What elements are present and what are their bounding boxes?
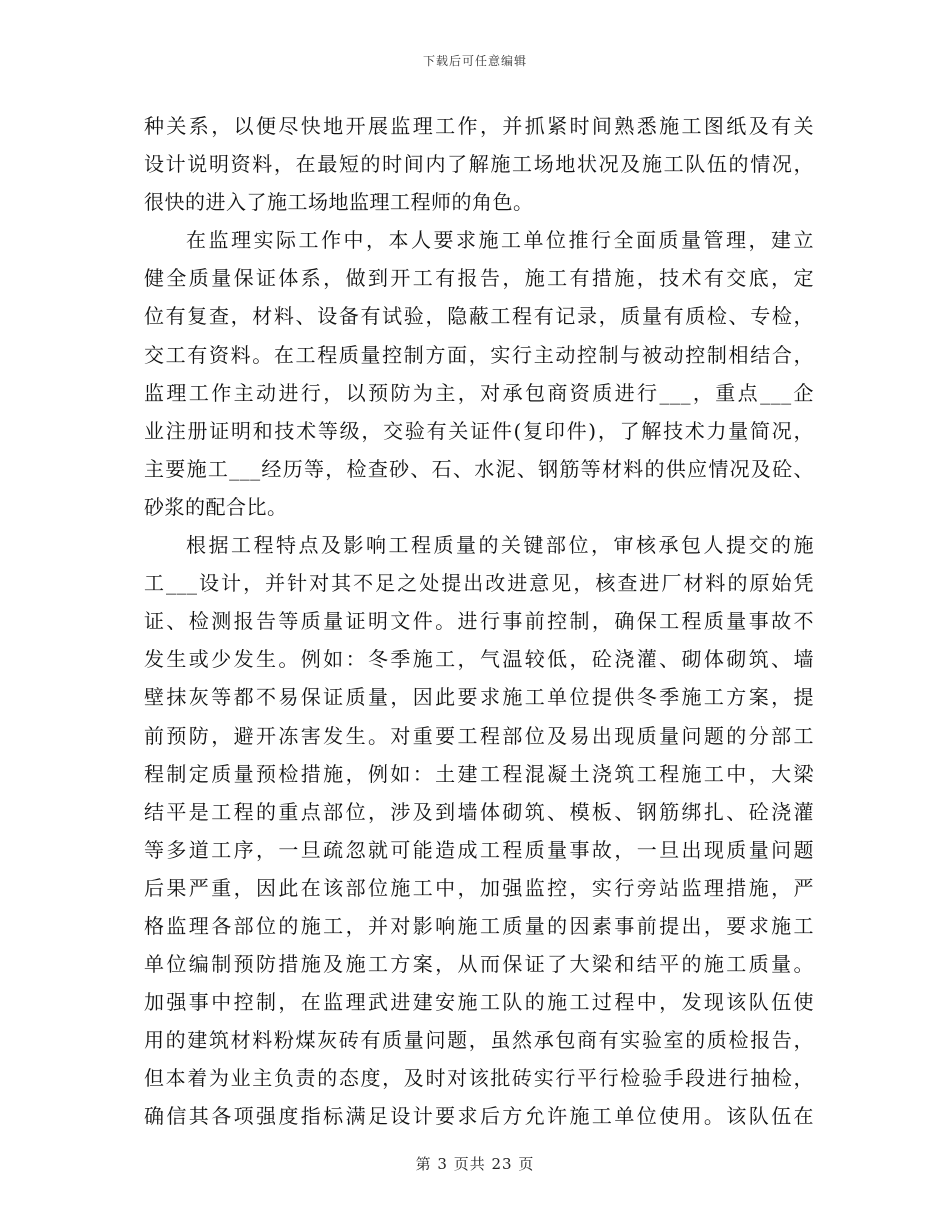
text-line: 业注册证明和技术等级，交验有关证件(复印件)，了解技术力量简况， (144, 418, 814, 443)
text-line: 加强事中控制，在监理武进建安施工队的施工过程中，发现该队伍使 (144, 990, 814, 1015)
text-line: 壁抹灰等都不易保证质量，因此要求施工单位提供冬季施工方案，提 (144, 685, 814, 710)
text-line: 工___设计，并针对其不足之处提出改进意见，核查进厂材料的原始凭 (144, 571, 814, 596)
text-line: 健全质量保证体系，做到开工有报告，施工有措施，技术有交底，定 (144, 266, 814, 291)
text-line: 结平是工程的重点部位，涉及到墙体砌筑、模板、钢筋绑扎、砼浇灌 (144, 799, 814, 824)
paragraph-start-line: 根据工程特点及影响工程质量的关键部位，审核承包人提交的施 (186, 533, 814, 558)
text-line: 很快的进入了施工场地监理工程师的角色。 (144, 190, 534, 215)
page-header: 下载后可任意编辑 (422, 54, 527, 68)
text-line: 监理工作主动进行，以预防为主，对承包商资质进行___，重点___企 (144, 380, 814, 405)
text-line: 种关系，以便尽快地开展监理工作，并抓紧时间熟悉施工图纸及有关 (144, 114, 814, 138)
text-line: 砂浆的配合比。 (144, 494, 288, 519)
text-line: 位有复查，材料、设备有试验，隐蔽工程有记录，质量有质检、专检， (144, 304, 814, 329)
text-line: 发生或少发生。例如：冬季施工，气温较低，砼浇灌、砌体砌筑、墙 (144, 647, 814, 672)
text-line: 交工有资料。在工程质量控制方面，实行主动控制与被动控制相结合， (144, 342, 814, 367)
paragraph-start-line: 在监理实际工作中，本人要求施工单位推行全面质量管理，建立 (186, 228, 814, 253)
text-line: 主要施工___经历等，检查砂、石、水泥、钢筋等材料的供应情况及砼、 (144, 456, 814, 481)
text-line: 前预防，避开冻害发生。对重要工程部位及易出现质量问题的分部工 (144, 723, 814, 748)
text-line: 单位编制预防措施及施工方案，从而保证了大梁和结平的施工质量。 (144, 952, 814, 977)
text-line: 确信其各项强度指标满足设计要求后方允许施工单位使用。该队伍在 (144, 1104, 814, 1129)
page-footer: 第 3 页共 23 页 (415, 1155, 535, 1173)
text-line: 设计说明资料，在最短的时间内了解施工场地状况及施工队伍的情况， (144, 152, 814, 177)
text-line: 但本着为业主负责的态度，及时对该批砖实行平行检验手段进行抽检， (144, 1066, 814, 1091)
text-line: 用的建筑材料粉煤灰砖有质量问题，虽然承包商有实验室的质检报告， (144, 1028, 814, 1053)
text-line: 证、检测报告等质量证明文件。进行事前控制，确保工程质量事故不 (144, 609, 814, 634)
text-line: 程制定质量预检措施，例如：土建工程混凝土浇筑工程施工中，大梁 (144, 761, 814, 786)
text-line: 后果严重，因此在该部位施工中，加强监控，实行旁站监理措施，严 (144, 875, 814, 900)
text-line: 等多道工序，一旦疏忽就可能造成工程质量事故，一旦出现质量问题 (144, 837, 814, 862)
text-line: 格监理各部位的施工，并对影响施工质量的因素事前提出，要求施工 (144, 913, 814, 938)
document-body (144, 107, 814, 1136)
